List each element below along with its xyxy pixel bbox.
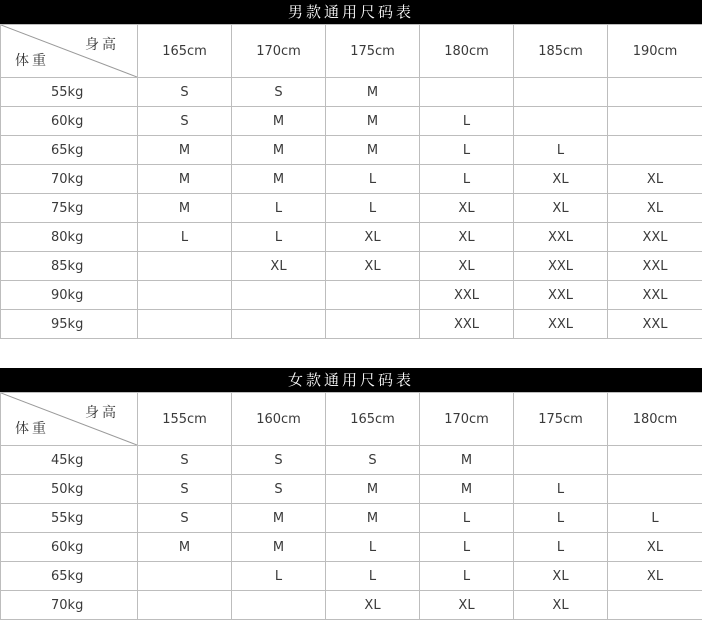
size-row (1, 446, 702, 475)
size-cell: M (326, 78, 420, 107)
corner-header-cell (1, 25, 138, 78)
size-row (1, 504, 702, 533)
size-cell: XXL (420, 281, 514, 310)
size-cell: M (138, 194, 232, 223)
size-cell: L (514, 533, 608, 562)
women-chart-title: 女款通用尺码表 (0, 368, 702, 392)
size-cell (608, 446, 702, 475)
size-cell: XXL (514, 223, 608, 252)
size-row (1, 310, 702, 339)
size-cell: XL (326, 591, 420, 620)
size-cell: M (138, 165, 232, 194)
size-cell (514, 446, 608, 475)
size-cell: XXL (514, 252, 608, 281)
height-column-header: 170cm (232, 25, 326, 78)
weight-row-header: 55kg (1, 504, 138, 533)
weight-row-header: 95kg (1, 310, 138, 339)
size-row (1, 223, 702, 252)
height-column-header: 155cm (138, 393, 232, 446)
size-cell: M (420, 446, 514, 475)
size-cell (138, 281, 232, 310)
size-row (1, 165, 702, 194)
size-row (1, 194, 702, 223)
size-cell: L (326, 562, 420, 591)
size-cell: M (232, 107, 326, 136)
weight-row-header: 60kg (1, 533, 138, 562)
size-cell: XL (420, 194, 514, 223)
size-cell: XL (326, 223, 420, 252)
size-cell: M (232, 136, 326, 165)
size-cell (326, 281, 420, 310)
weight-row-header: 80kg (1, 223, 138, 252)
size-cell: S (232, 446, 326, 475)
weight-row-header: 65kg (1, 562, 138, 591)
height-column-header: 170cm (420, 393, 514, 446)
size-cell: XXL (608, 310, 702, 339)
size-row (1, 475, 702, 504)
size-cell: L (138, 223, 232, 252)
size-cell: L (608, 504, 702, 533)
size-cell: XXL (608, 281, 702, 310)
size-cell (420, 78, 514, 107)
weight-row-header: 50kg (1, 475, 138, 504)
size-cell (608, 136, 702, 165)
weight-axis-label: 体重 (15, 53, 49, 69)
size-cell: M (326, 136, 420, 165)
height-column-header: 175cm (326, 25, 420, 78)
women-size-table (0, 392, 702, 620)
size-cell: M (138, 533, 232, 562)
size-cell: M (232, 504, 326, 533)
height-column-header: 190cm (608, 25, 702, 78)
size-row (1, 136, 702, 165)
size-cell: M (138, 136, 232, 165)
size-cell: M (232, 165, 326, 194)
size-cell: XL (514, 591, 608, 620)
size-cell: M (326, 504, 420, 533)
weight-row-header: 75kg (1, 194, 138, 223)
size-cell: S (138, 107, 232, 136)
size-cell: XXL (514, 310, 608, 339)
size-cell: XL (514, 194, 608, 223)
size-cell: L (514, 504, 608, 533)
size-row (1, 252, 702, 281)
size-cell: L (326, 194, 420, 223)
size-cell: S (232, 475, 326, 504)
size-cell (138, 310, 232, 339)
women-size-chart (0, 368, 702, 620)
size-cell: L (232, 223, 326, 252)
height-column-header: 180cm (420, 25, 514, 78)
size-cell: L (514, 136, 608, 165)
size-cell: XL (420, 223, 514, 252)
weight-row-header: 90kg (1, 281, 138, 310)
size-cell: M (326, 475, 420, 504)
size-cell: XL (420, 591, 514, 620)
men-size-table (0, 24, 702, 339)
size-cell (232, 591, 326, 620)
size-row (1, 562, 702, 591)
size-cell: S (138, 78, 232, 107)
size-cell: XL (608, 165, 702, 194)
size-cell: M (420, 475, 514, 504)
size-cell: M (232, 533, 326, 562)
size-cell: L (326, 165, 420, 194)
size-cell: L (420, 107, 514, 136)
height-column-header: 175cm (514, 393, 608, 446)
height-axis-label: 身高 (85, 37, 119, 53)
size-cell (138, 252, 232, 281)
size-cell (326, 310, 420, 339)
men-chart-title: 男款通用尺码表 (0, 0, 702, 24)
header-row (1, 25, 702, 78)
size-row (1, 78, 702, 107)
size-cell: XL (514, 562, 608, 591)
size-cell (608, 591, 702, 620)
height-column-header: 165cm (138, 25, 232, 78)
size-row (1, 591, 702, 620)
size-cell: S (138, 446, 232, 475)
size-cell: XL (232, 252, 326, 281)
weight-row-header: 45kg (1, 446, 138, 475)
women-table-body (1, 393, 702, 620)
size-cell: L (420, 165, 514, 194)
men-table-body (1, 25, 702, 339)
weight-row-header: 85kg (1, 252, 138, 281)
header-row (1, 393, 702, 446)
size-cell: L (232, 194, 326, 223)
size-cell: S (138, 504, 232, 533)
size-cell (608, 107, 702, 136)
size-cell: XXL (608, 223, 702, 252)
weight-row-header: 60kg (1, 107, 138, 136)
size-cell (232, 281, 326, 310)
height-column-header: 180cm (608, 393, 702, 446)
weight-row-header: 65kg (1, 136, 138, 165)
corner-header-cell (1, 393, 138, 446)
size-cell: L (420, 562, 514, 591)
size-cell: XL (608, 533, 702, 562)
size-cell: XL (326, 252, 420, 281)
size-row (1, 281, 702, 310)
size-cell: L (514, 475, 608, 504)
size-cell: L (232, 562, 326, 591)
size-cell: L (420, 533, 514, 562)
size-cell: M (326, 107, 420, 136)
height-column-header: 160cm (232, 393, 326, 446)
size-cell (608, 78, 702, 107)
size-cell: L (420, 136, 514, 165)
weight-row-header: 70kg (1, 591, 138, 620)
size-cell (138, 562, 232, 591)
size-cell: XXL (420, 310, 514, 339)
size-cell: L (326, 533, 420, 562)
weight-axis-label: 体重 (15, 421, 49, 437)
size-cell: XXL (514, 281, 608, 310)
size-cell (232, 310, 326, 339)
height-axis-label: 身高 (85, 405, 119, 421)
size-cell: XXL (608, 252, 702, 281)
size-row (1, 533, 702, 562)
size-cell (514, 78, 608, 107)
size-cell: XL (608, 562, 702, 591)
weight-row-header: 55kg (1, 78, 138, 107)
size-cell: S (232, 78, 326, 107)
size-cell: XL (514, 165, 608, 194)
size-cell: XL (608, 194, 702, 223)
height-column-header: 185cm (514, 25, 608, 78)
size-cell: XL (420, 252, 514, 281)
size-row (1, 107, 702, 136)
size-cell (608, 475, 702, 504)
height-column-header: 165cm (326, 393, 420, 446)
size-cell (138, 591, 232, 620)
weight-row-header: 70kg (1, 165, 138, 194)
size-cell: S (138, 475, 232, 504)
size-cell: L (420, 504, 514, 533)
size-cell: S (326, 446, 420, 475)
size-cell (514, 107, 608, 136)
